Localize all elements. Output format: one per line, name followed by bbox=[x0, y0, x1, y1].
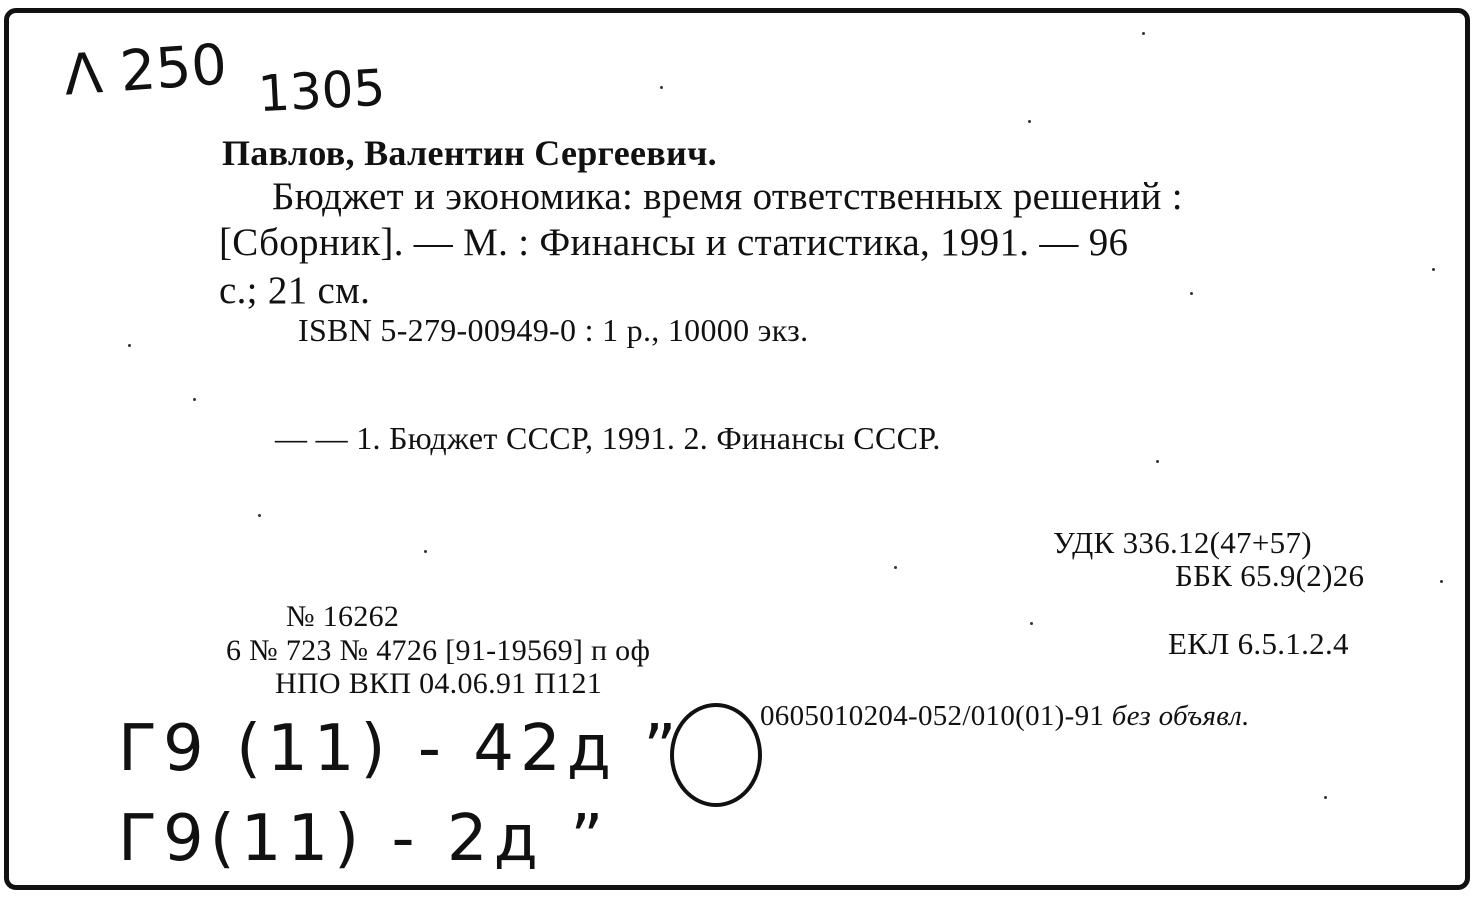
handwritten-note-line2: Г9(11) - 2д ” bbox=[118, 802, 610, 876]
card-bbk: ББК 65.9(2)26 bbox=[1175, 558, 1365, 593]
card-subjects: — — 1. Бюджет СССР, 1991. 2. Финансы СССР. bbox=[275, 420, 941, 456]
speck bbox=[1030, 622, 1033, 625]
card-print-info: 6 № 723 № 4726 [91-19569] п оф bbox=[226, 634, 651, 667]
stamp-circle-icon bbox=[670, 703, 762, 807]
card-title-line3: с.; 21 см. bbox=[219, 269, 371, 312]
card-udk: УДК 336.12(47+57) bbox=[1053, 525, 1312, 560]
speck bbox=[128, 344, 131, 347]
card-title-line2: [Сборник]. — М. : Финансы и статистика, 1991. — 96 bbox=[219, 221, 1129, 264]
speck bbox=[660, 86, 663, 89]
speck bbox=[193, 398, 196, 401]
card-author: Павлов, Валентин Сергеевич. bbox=[222, 133, 717, 173]
card-isbn: ISBN 5-279-00949-0 : 1 р., 10000 экз. bbox=[298, 312, 809, 348]
card-code-number: 0605010204-052/010(01)-91 bbox=[760, 700, 1105, 732]
speck bbox=[1028, 120, 1031, 123]
speck bbox=[1156, 460, 1159, 463]
card-code bbox=[760, 700, 1250, 733]
card-ekl: ЕКЛ 6.5.1.2.4 bbox=[1168, 626, 1349, 661]
handwritten-note-line1: Г9 (11) - 42д ” bbox=[118, 712, 683, 786]
speck bbox=[1142, 32, 1145, 35]
handwritten-shelf-mark: Λ 250 bbox=[61, 32, 230, 109]
card-code-suffix: без объявл. bbox=[1104, 700, 1250, 732]
speck bbox=[894, 566, 897, 569]
card-title-line1: Бюджет и экономика: время ответственных решений : bbox=[272, 175, 1183, 218]
speck bbox=[1190, 292, 1193, 295]
speck bbox=[1324, 796, 1327, 799]
card-number: № 16262 bbox=[286, 600, 400, 633]
speck bbox=[258, 514, 261, 517]
handwritten-inventory-number: 1305 bbox=[256, 58, 387, 124]
speck bbox=[1440, 580, 1443, 583]
speck bbox=[1432, 268, 1435, 271]
card-npo: НПО ВКП 04.06.91 П121 bbox=[275, 667, 603, 700]
speck bbox=[424, 550, 427, 553]
